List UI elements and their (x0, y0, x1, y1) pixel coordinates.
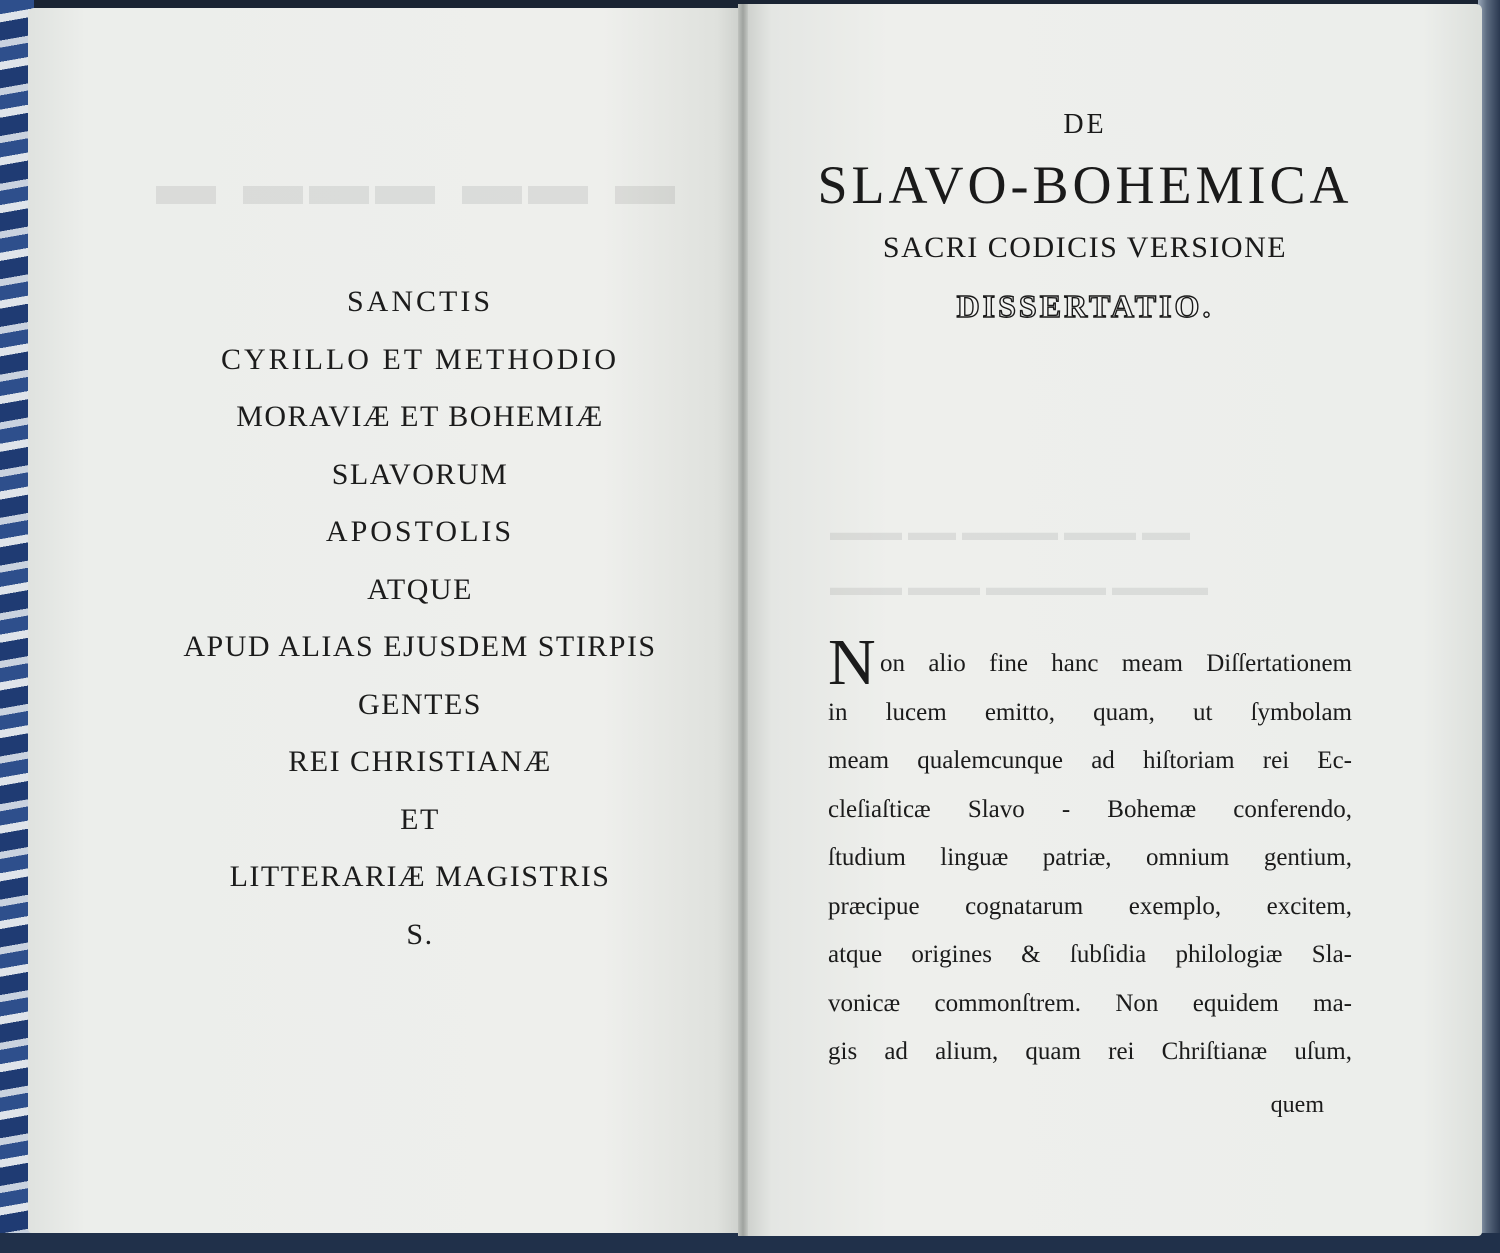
dedication-line: APUD ALIAS EJUSDEM STIRPIS (183, 630, 657, 663)
dedication-line: REI CHRISTIANÆ (288, 745, 552, 778)
body-line: meam qualemcunque ad hiſtoriam rei Ec- (828, 747, 1352, 774)
body-line: gis ad alium, quam rei Chriſtianæ uſum, (828, 1038, 1352, 1065)
body-line: præcipue cognatarum exemplo, excitem, (828, 892, 1352, 920)
dedication-line: LITTERARIÆ MAGISTRIS (229, 860, 611, 893)
bleed-through-right-2: ▬▬▬▬ ▬▬▬▬▬ ▬▬▬ ▬▬▬ (830, 575, 1208, 601)
title-main: SLAVO-BOHEMICA (817, 155, 1353, 215)
body-line: ſtudium linguæ patriæ, omnium gentium, (828, 844, 1352, 871)
dedication-line: S. (406, 917, 434, 951)
dedication-line: SLAVORUM (331, 457, 509, 491)
dedication-line: ET (400, 802, 440, 836)
body-line: in lucem emitto, quam, ut ſymbolam (828, 698, 1352, 726)
book-gutter (738, 4, 748, 1236)
body-line: cleſiaſticæ Slavo - Bohemæ conferendo, (828, 795, 1352, 823)
dedication-line: MORAVIÆ ET BOHEMIÆ (236, 400, 604, 433)
title-block (800, 100, 1370, 336)
title-dissertatio: DISSERTATIO. (956, 288, 1214, 324)
body-line: atque origines & ſubſidia philologiæ Sla- (828, 941, 1352, 968)
body-line: on alio fine hanc meam Diſſertationem (880, 650, 1352, 677)
dedication-line: ATQUE (367, 572, 473, 606)
title-subtitle: SACRI CODICIS VERSIONE (882, 231, 1288, 264)
catchword: quem (1270, 1092, 1324, 1118)
title-de: DE (1063, 109, 1107, 140)
dedication-line: APOSTOLIS (325, 515, 515, 548)
drop-cap: N (828, 626, 876, 699)
bleed-through-right-1: ▬▬ ▬▬▬ ▬▬▬▬ ▬▬ ▬▬▬ (830, 520, 1190, 546)
dedication-block (120, 280, 720, 970)
book-cover-bottom-edge (0, 1233, 1500, 1253)
body-text (828, 640, 1352, 1077)
dedication-line: GENTES (358, 687, 482, 721)
body-line: vonicæ commonſtrem. Non equidem ma- (828, 989, 1352, 1017)
dedication-line: SANCTIS (346, 285, 494, 318)
bleed-through-left: ▬ ▬▬ ▬▬▬ ▬ (150, 151, 675, 217)
dedication-line: CYRILLO ET METHODIO (220, 342, 620, 376)
